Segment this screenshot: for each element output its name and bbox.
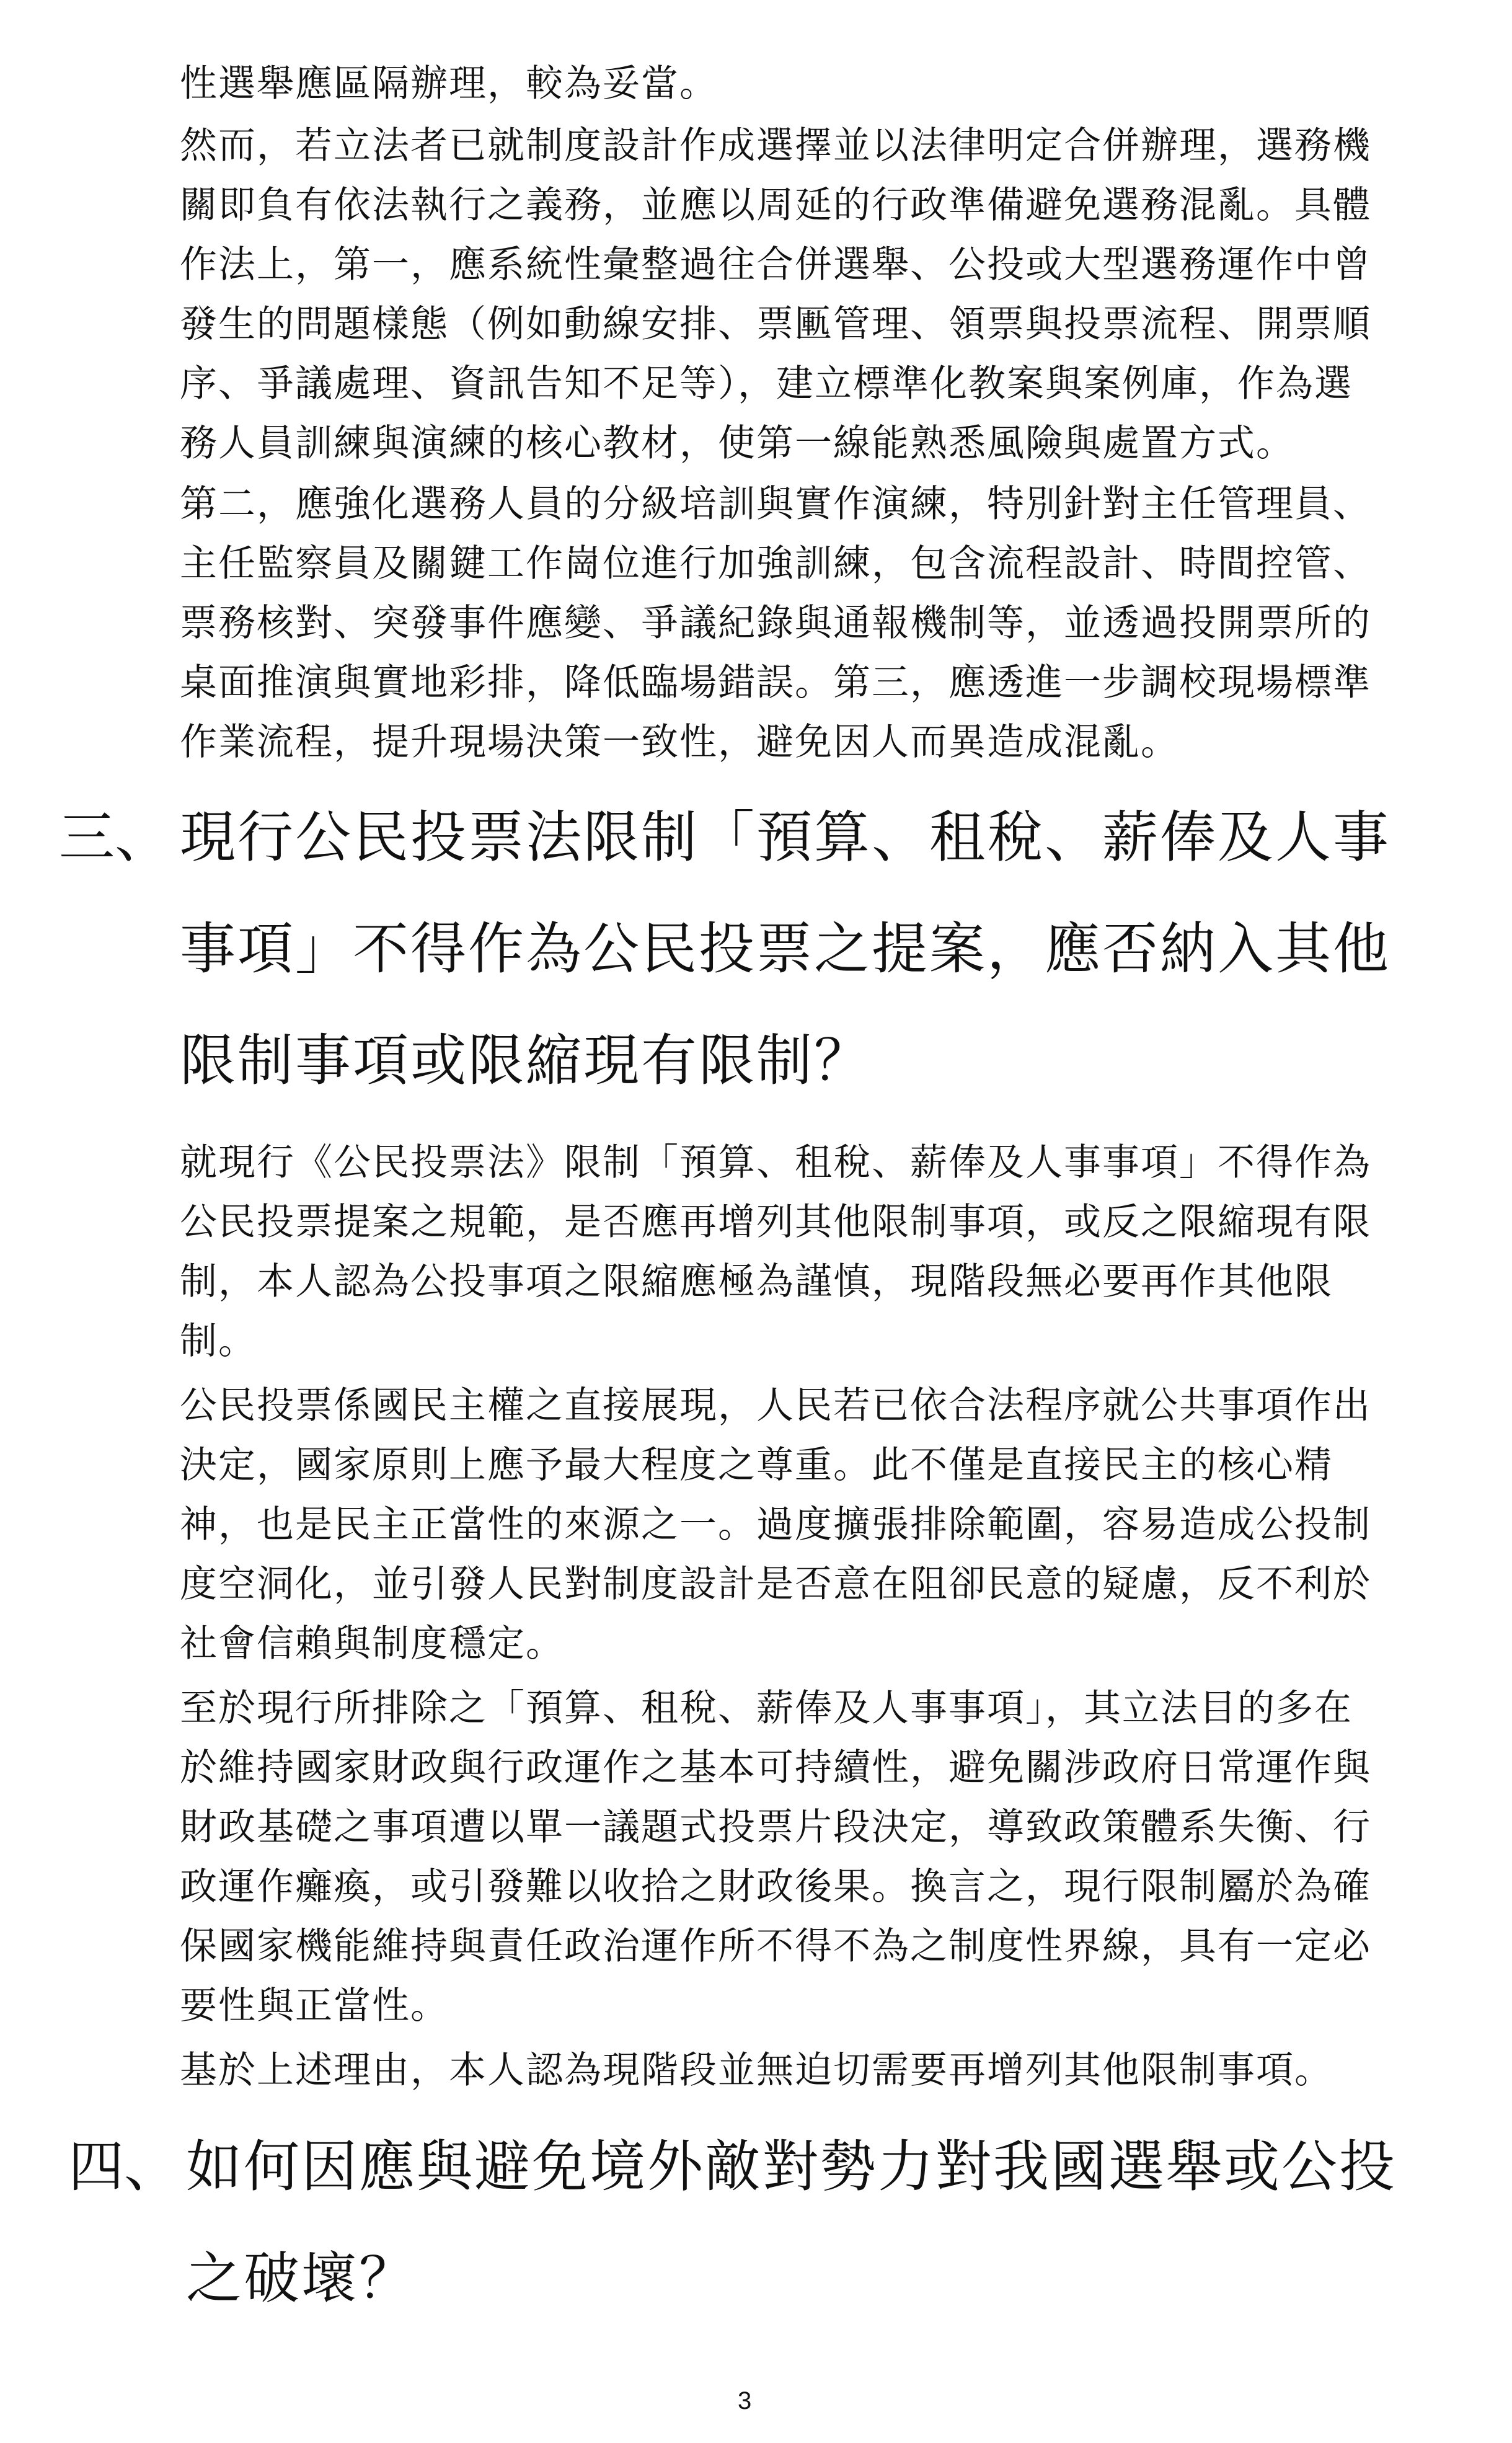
paragraph-5-line-2: 決定，國家原則上應予最大程度之尊重。此不僅是直接民主的核心精 <box>180 1443 1333 1487</box>
paragraph-4-line-1: 就現行《公民投票法》限制「預算、租稅、薪俸及人事事項」不得作為 <box>180 1141 1371 1184</box>
page-number: 3 <box>738 2387 752 2414</box>
heading-4-line-2: 之破壞？ <box>186 2246 417 2311</box>
paragraph-2-line-3: 作法上，第一，應系統性彙整過往合併選舉、公投或大型選務運作中曾 <box>180 243 1371 286</box>
heading-3-number: 三、 <box>59 805 170 870</box>
paragraph-6-line-5: 保國家機能維持與責任政治運作所不得不為之制度性界線，具有一定必 <box>180 1925 1371 1968</box>
paragraph-2-line-5: 序、爭議處理、資訊告知不足等），建立標準化教案與案例庫，作為選 <box>180 362 1353 406</box>
heading-4-line-1: 如何因應與避免境外敵對勢力對我國選舉或公投 <box>186 2134 1397 2199</box>
paragraph-7-line-1: 基於上述理由，本人認為現階段並無迫切需要再增列其他限制事項。 <box>180 2049 1333 2092</box>
paragraph-3-line-3: 票務核對、突發事件應變、爭議紀錄與通報機制等，並透過投開票所的 <box>180 601 1371 645</box>
paragraph-6-line-1: 至於現行所排除之「預算、租稅、薪俸及人事事項」，其立法目的多在 <box>180 1687 1353 1730</box>
paragraph-2-line-1: 然而，若立法者已就制度設計作成選擇並以法律明定合併辦理，選務機 <box>180 124 1371 167</box>
paragraph-4-line-2: 公民投票提案之規範，是否應再增列其他限制事項，或反之限縮現有限 <box>180 1200 1371 1244</box>
paragraph-2-line-6: 務人員訓練與演練的核心教材，使第一線能熟悉風險與處置方式。 <box>180 422 1294 465</box>
paragraph-5-line-1: 公民投票係國民主權之直接展現，人民若已依合法程序就公共事項作出 <box>180 1384 1371 1427</box>
paragraph-3-line-1: 第二，應強化選務人員的分級培訓與實作演練，特別針對主任管理員、 <box>180 482 1371 526</box>
heading-3-line-3: 限制事項或限縮現有限制？ <box>180 1028 872 1093</box>
heading-4-number: 四、 <box>68 2134 180 2199</box>
paragraph-2-line-4: 發生的問題樣態（例如動線安排、票匭管理、領票與投票流程、開票順 <box>180 303 1371 346</box>
paragraph-3-line-5: 作業流程，提升現場決策一致性，避免因人而異造成混亂。 <box>180 720 1179 764</box>
heading-3-line-2: 事項」不得作為公民投票之提案，應否納入其他 <box>180 916 1390 982</box>
paragraph-5-line-4: 度空洞化，並引發人民對制度設計是否意在阻卻民意的疑慮，反不利於 <box>180 1563 1371 1606</box>
paragraph-6-line-6: 要性與正當性。 <box>180 1984 449 2028</box>
paragraph-6-line-4: 政運作癱瘓，或引發難以收拾之財政後果。換言之，現行限制屬於為確 <box>180 1865 1371 1909</box>
paragraph-4-line-3: 制，本人認為公投事項之限縮應極為謹慎，現階段無必要再作其他限 <box>180 1260 1333 1303</box>
paragraph-3-line-2: 主任監察員及關鍵工作崗位進行加強訓練，包含流程設計、時間控管、 <box>180 542 1371 585</box>
paragraph-3-line-4: 桌面推演與實地彩排，降低臨場錯誤。第三，應透進一步調校現場標準 <box>180 661 1371 704</box>
paragraph-6-line-2: 於維持國家財政與行政運作之基本可持續性，避免關涉政府日常運作與 <box>180 1746 1371 1789</box>
heading-3-line-1: 現行公民投票法限制「預算、租稅、薪俸及人事 <box>180 805 1390 870</box>
paragraph-6-line-3: 財政基礎之事項遭以單一議題式投票片段決定，導致政策體系失衡、行 <box>180 1806 1371 1849</box>
paragraph-2-line-2: 關即負有依法執行之義務，並應以周延的行政準備避免選務混亂。具體 <box>180 184 1371 227</box>
paragraph-1-line-1: 性選舉應區隔辦理，較為妥當。 <box>180 62 718 105</box>
paragraph-5-line-5: 社會信賴與制度穩定。 <box>180 1622 564 1665</box>
paragraph-4-line-4: 制。 <box>180 1319 257 1363</box>
paragraph-5-line-3: 神，也是民主正當性的來源之一。過度擴張排除範圍，容易造成公投制 <box>180 1503 1371 1546</box>
